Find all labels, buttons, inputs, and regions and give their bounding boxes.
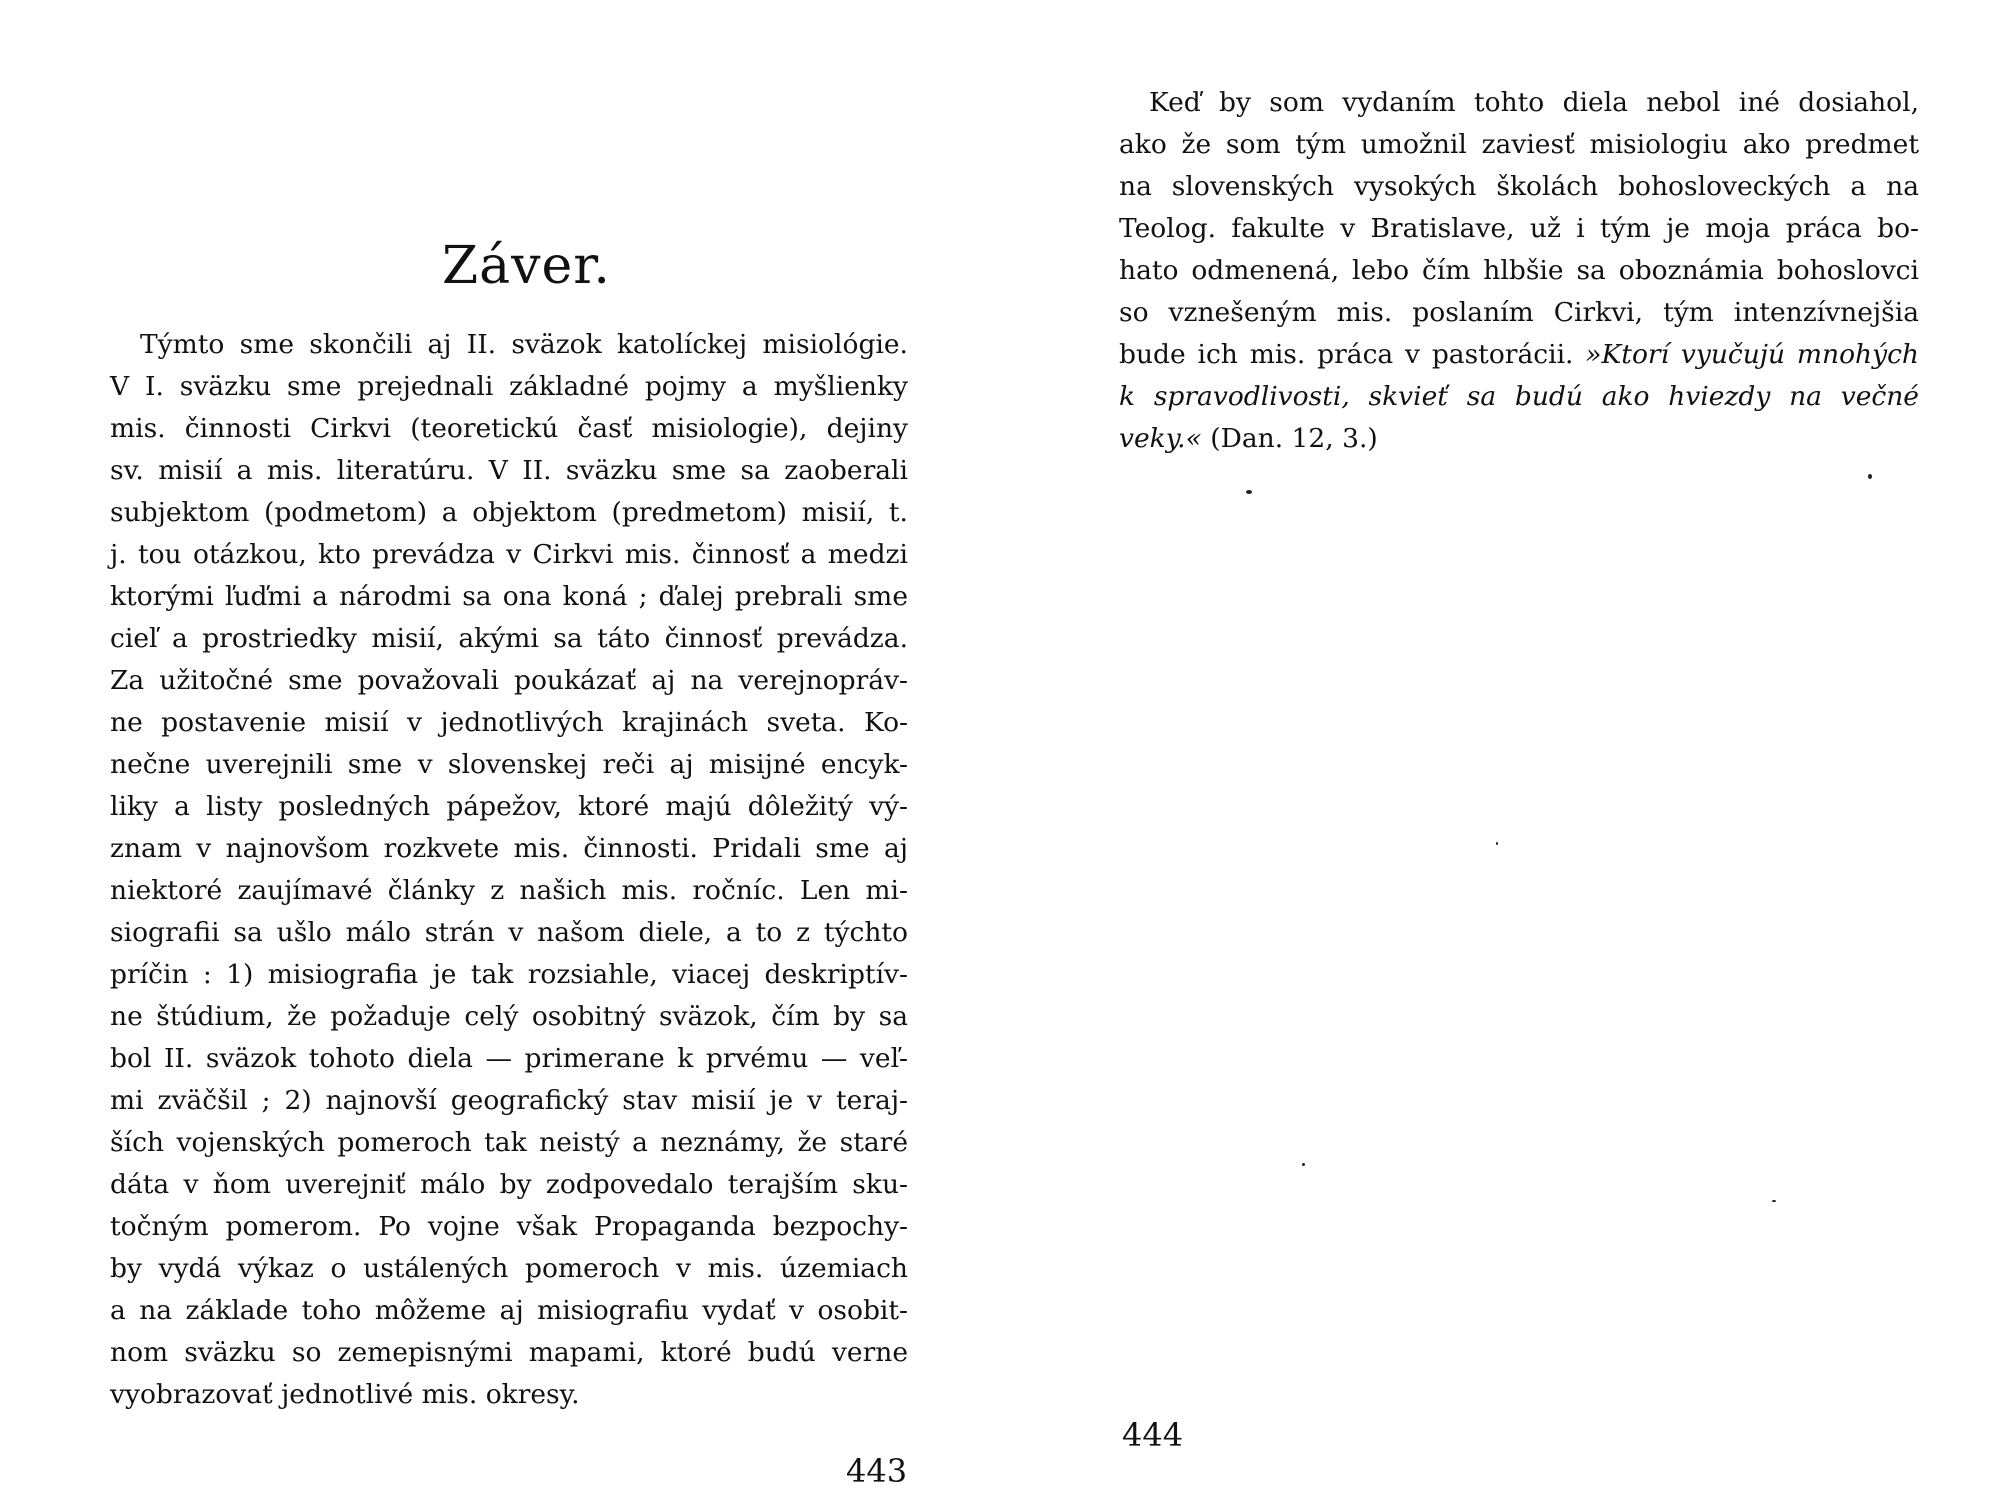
text-line: Za užitočné sme považovali poukázať aj na verejnopráv- — [110, 665, 908, 696]
text-line: subjektom (podmetom) a objektom (predmetom) misií, t. — [110, 497, 908, 528]
right-page — [1002, 0, 2004, 1500]
right-body-text — [1119, 82, 1919, 460]
quote-line — [1119, 376, 1919, 418]
page-number: 443 — [846, 1452, 908, 1490]
quote-segment: veky.« — [1119, 423, 1202, 454]
text-line: ne štúdium, že požaduje celý osobitný sväzok, čím by sa — [110, 1001, 908, 1032]
page-number: 444 — [1122, 1416, 1184, 1454]
text-line: liky a listy posledných pápežov, ktoré majú dôležitý vý- — [110, 791, 908, 822]
text-line: by vydá výkaz o ustálených pomeroch v mis. územiach — [110, 1253, 908, 1284]
quote-segment: »Ktorí vyučujú mnohých — [1585, 339, 1919, 370]
text-line: j. tou otázkou, kto prevádza v Cirkvi mis. činnosť a medzi — [110, 539, 908, 570]
text-line: dáta v ňom uverejniť málo by zodpovedalo terajším sku- — [110, 1169, 908, 1200]
text-line: nom sväzku so zemepisnými mapami, ktoré budú verne — [110, 1337, 908, 1368]
quote-segment: k spravodlivosti, skvieť sa budú ako hviezdy na večné — [1119, 381, 1919, 412]
left-body-text — [110, 324, 908, 1416]
text-line: siografii sa ušlo málo strán v našom diele, a to z týchto — [110, 917, 908, 948]
text-line: na slovenských vysokých školách bohosloveckých a na — [1119, 171, 1919, 202]
text-line: bol II. sväzok tohoto diela — primerane k prvému — veľ- — [110, 1043, 908, 1074]
text-line: Keď by som vydaním tohto diela nebol iné dosiahol, — [1149, 87, 1919, 118]
scan-speck — [1496, 842, 1498, 845]
text-line: mis. činnosti Cirkvi (teoretickú časť misiologie), dejiny — [110, 413, 908, 444]
text-line: V I. sväzku sme prejednali základné pojmy a myšlienky — [110, 371, 908, 402]
text-line: sv. misií a mis. literatúru. V II. sväzku sme sa zaoberali — [110, 455, 908, 486]
text-line: so vznešeným mis. poslaním Cirkvi, tým intenzívnejšia — [1119, 297, 1919, 328]
quote-line — [1119, 418, 1919, 460]
chapter-title: Záver. — [442, 236, 611, 296]
text-line: hato odmenená, lebo čím hlbšie sa oboznámia bohoslovci — [1119, 255, 1919, 286]
text-line: Týmto sme skončili aj II. sväzok katolíckej misiológie. — [140, 329, 908, 360]
scan-speck — [1772, 1200, 1776, 1202]
quote-citation: (Dan. 12, 3.) — [1201, 423, 1378, 454]
text-line: príčin : 1) misiografia je tak rozsiahle, viacej deskriptív- — [110, 959, 908, 990]
text-line: nečne uverejnili sme v slovenskej reči aj misijné encyk- — [110, 749, 908, 780]
text-line: znam v najnovšom rozkvete mis. činnosti. Pridali sme aj — [110, 833, 908, 864]
scan-speck — [1302, 1163, 1305, 1166]
text-line: cieľ a prostriedky misií, akými sa táto činnosť prevádza. — [110, 623, 908, 654]
text-line: mi zväčšil ; 2) najnovší geografický stav misií je v teraj- — [110, 1085, 908, 1116]
text-line: ktorými ľuďmi a národmi sa ona koná ; ďalej prebrali sme — [110, 581, 908, 612]
scan-speck — [1246, 490, 1252, 494]
text-line: Teolog. fakulte v Bratislave, už i tým je moja práca bo- — [1119, 213, 1919, 244]
text-line: niektoré zaujímavé články z našich mis. ročníc. Len mi- — [110, 875, 908, 906]
text-line: točným pomerom. Po vojne však Propaganda bezpochy- — [110, 1211, 908, 1242]
text-line: vyobrazovať jednotlivé mis. okresy. — [110, 1379, 580, 1410]
text-line-with-quote — [1119, 334, 1919, 376]
scan-speck — [1868, 474, 1872, 479]
text-line: a na základe toho môžeme aj misiografiu vydať v osobit- — [110, 1295, 908, 1326]
text-line: ako že som tým umožnil zaviesť misiologiu ako predmet — [1119, 129, 1919, 160]
text-segment: bude ich mis. práca v pastorácii. — [1119, 339, 1574, 370]
text-line: ne postavenie misií v jednotlivých krajinách sveta. Ko- — [110, 707, 908, 738]
text-line: ších vojenských pomeroch tak neistý a neznámy, že staré — [110, 1127, 908, 1158]
